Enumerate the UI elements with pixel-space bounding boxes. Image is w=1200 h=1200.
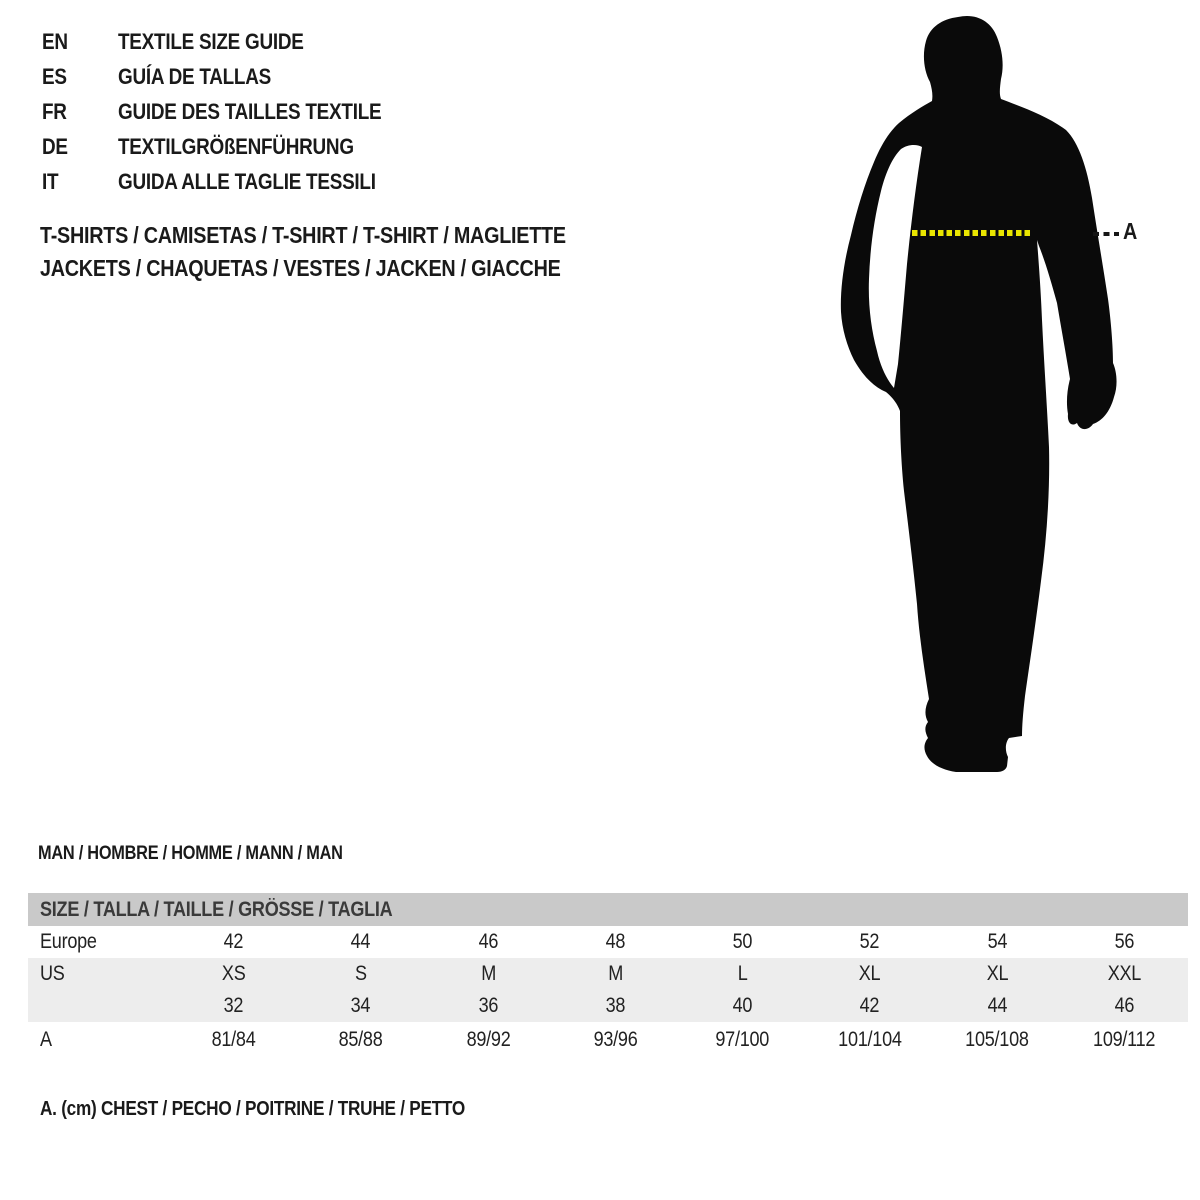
category-line-jackets [40,252,651,285]
language-row [42,24,424,59]
size-cell [1061,962,1188,986]
size-cell [170,962,297,986]
size-cell-text: XL [859,962,881,985]
row-label-text: A [40,1028,52,1051]
man-silhouette-figure [820,0,1200,800]
chest-measurement-footnote-text: A. (cm) CHEST / PECHO / POITRINE / TRUHE / PETTO [40,1098,466,1120]
guide-title [118,134,424,160]
language-row [42,59,424,94]
man-section-title-text: MAN / HOMBRE / HOMME / MANN / MAN [38,843,343,864]
size-cell [170,994,297,1018]
category-block [40,219,651,285]
language-code [42,169,118,195]
category-line-tshirts [40,219,651,252]
size-cell-text: 89/92 [466,1028,511,1051]
size-table-header [28,893,1188,926]
size-cell [806,962,933,986]
size-cell [679,1028,806,1052]
size-cell [806,994,933,1018]
size-table [28,893,1188,1058]
guide-title [118,169,424,195]
size-cell-text: S [354,962,367,985]
size-cell [679,994,806,1018]
size-cell [170,930,297,954]
man-silhouette-svg [820,0,1200,800]
size-cell-text: 46 [1114,994,1135,1017]
size-table-header-text: SIZE / TALLA / TAILLE / GRÖSSE / TAGLIA [40,898,393,921]
size-cell-text: 44 [351,930,371,953]
size-cell [552,994,679,1018]
size-cell-text: M [480,962,496,985]
guide-title-text: GUIDA ALLE TAGLIE TESSILI [118,168,376,194]
guide-title-text: GUÍA DE TALLAS [118,63,271,89]
language-code [42,29,118,55]
language-code [42,99,118,125]
language-code-text: ES [42,63,67,89]
size-cell-text: 34 [351,994,371,1017]
language-row [42,129,424,164]
category-line-tshirts-text: T-SHIRTS / CAMISETAS / T-SHIRT / T-SHIRT / MAGLIETTE [40,222,566,248]
size-cell-text: 38 [605,994,626,1017]
guide-title [118,64,424,90]
size-cell [552,1028,679,1052]
row-label [28,1028,170,1052]
size-cell-text: 85/88 [338,1028,383,1051]
measurement-label-a-text: A [1123,218,1138,244]
size-cell-text: 42 [860,994,880,1017]
size-cell [425,962,552,986]
guide-title-text: GUIDE DES TAILLES TEXTILE [118,98,382,124]
row-label-text: US [40,962,65,985]
size-cell-text: 81/84 [211,1028,256,1051]
size-cell [425,1028,552,1052]
language-row [42,164,424,199]
size-cell [806,930,933,954]
size-cell-text: 44 [987,994,1007,1017]
size-cell [806,1028,933,1052]
language-code [42,64,118,90]
row-label [28,962,170,986]
man-section-title [38,843,392,865]
size-cell-text: XL [986,962,1008,985]
size-cell-text: 109/112 [1093,1028,1156,1051]
language-code [42,134,118,160]
guide-title [118,99,424,125]
size-cell-text: 48 [605,930,626,953]
size-cell-text: 54 [987,930,1007,953]
row-label [28,994,170,1018]
size-cell-text: 46 [478,930,498,953]
row-label [28,930,170,954]
size-cell [552,962,679,986]
language-code-text: DE [42,133,68,159]
measurement-label-a [1123,218,1139,245]
guide-title [118,29,424,55]
size-cell-text: 32 [223,994,244,1017]
size-cell [1061,994,1188,1018]
chest-measurement-line [912,230,1033,236]
size-cell [552,930,679,954]
guide-title-text: TEXTILGRÖßENFÜHRUNG [118,133,354,159]
size-cell [297,930,424,954]
size-table-row-numeric [28,990,1188,1022]
size-table-row-europe [28,926,1188,958]
language-code-text: EN [42,28,68,54]
chest-measurement-footnote [40,1098,534,1121]
size-cell [1061,1028,1188,1052]
size-cell [297,994,424,1018]
row-label-text: Europe [40,930,97,953]
guide-title-text: TEXTILE SIZE GUIDE [118,28,304,54]
size-cell [297,962,424,986]
size-cell [679,930,806,954]
category-line-jackets-text: JACKETS / CHAQUETAS / VESTES / JACKEN / GIACCHE [40,255,561,281]
language-row [42,94,424,129]
size-cell [297,1028,424,1052]
size-cell-text: 56 [1114,930,1135,953]
size-table-row-us [28,958,1188,990]
size-cell [934,930,1061,954]
size-cell [1061,930,1188,954]
size-cell-text: 40 [732,994,753,1017]
language-code-text: IT [42,168,59,194]
size-cell-text: 50 [732,930,753,953]
size-cell-text: 105/108 [965,1028,1029,1051]
size-cell-text: 36 [478,994,498,1017]
size-cell [170,1028,297,1052]
size-cell [425,994,552,1018]
size-cell-text: 97/100 [715,1028,770,1051]
silhouette-body [841,16,1117,772]
size-cell-text: M [607,962,623,985]
size-cell-text: 52 [860,930,880,953]
size-cell [679,962,806,986]
size-cell [425,930,552,954]
size-cell [934,962,1061,986]
size-cell [934,1028,1061,1052]
size-cell-text: 101/104 [838,1028,902,1051]
size-cell-text: 42 [223,930,244,953]
language-code-text: FR [42,98,67,124]
size-table-row-chest [28,1022,1188,1058]
language-title-block [42,24,424,199]
measurement-leader-line [1093,232,1119,236]
size-cell [934,994,1061,1018]
size-cell-text: L [737,962,748,985]
size-cell-text: XXL [1107,962,1142,985]
size-cell-text: XS [221,962,246,985]
size-cell-text: 93/96 [593,1028,638,1051]
